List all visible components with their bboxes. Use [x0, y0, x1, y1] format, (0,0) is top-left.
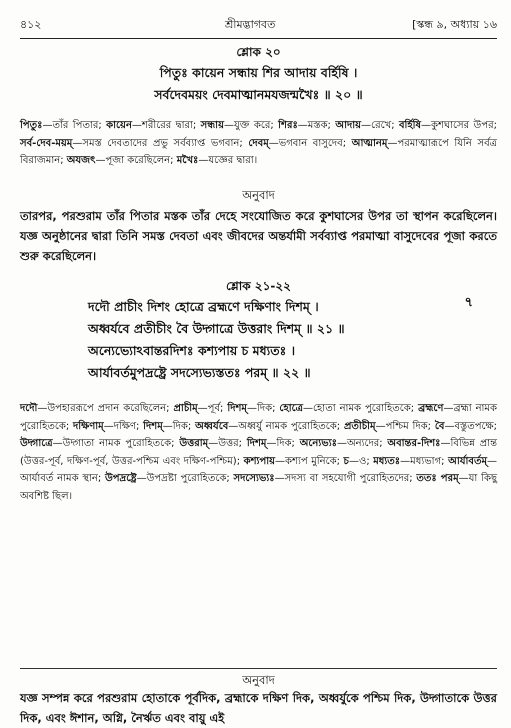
- gloss-word: পিতুঃ: [20, 120, 43, 131]
- gloss-word: উত্তরাম্: [179, 438, 209, 449]
- gloss-word: উদ্গাত্রে: [20, 438, 53, 449]
- gloss-word: অন্যেভ্যঃ: [299, 438, 337, 449]
- gloss-word: দিশম্: [227, 403, 247, 414]
- verse-22-line-2: আর্যাবর্তমুপদ্রষ্ট্রে সদস্যেভ্যস্ততঃ পরম্ ॥ ২২ ॥: [88, 365, 311, 380]
- gloss-meaning: —উপহাররূপে প্রদান করেছিলেন;: [37, 403, 174, 414]
- gloss-meaning: —দিক;: [246, 403, 280, 414]
- gloss-word: অযজৎ: [66, 155, 96, 166]
- gloss-word: চ: [343, 455, 349, 467]
- gloss-word: প্রাচীম্: [173, 403, 198, 414]
- gloss-meaning: —যা কিছু অবশিষ্ট ছিল।: [20, 473, 498, 502]
- gloss-word: ব্রহ্মণে: [418, 403, 444, 414]
- gloss-word: বর্হিষি: [398, 120, 422, 131]
- gloss-meaning: —পূর্ব;: [197, 403, 228, 414]
- gloss-word: হোত্রে: [279, 403, 303, 414]
- gloss-word: দেবম্: [248, 137, 269, 149]
- gloss-meaning: —যজ্ঞের দ্বারা।: [198, 155, 258, 166]
- gloss-meaning: —ব্রহ্মা নামক পুরোহিতকে;: [20, 403, 497, 432]
- verse-20-word-meanings: [20, 117, 497, 170]
- gloss-meaning: —দিক;: [162, 420, 196, 432]
- gloss-meaning: —দিক;: [266, 438, 300, 449]
- gloss-meaning: —ও;: [348, 455, 374, 467]
- gloss-word: আত্মানম্: [351, 137, 388, 149]
- gloss-word: উপদ্রষ্ট্রে: [104, 473, 137, 484]
- gloss-meaning: —উত্তর;: [208, 438, 247, 449]
- gloss-meaning: —শরীরের দ্বারা;: [131, 120, 201, 131]
- verse-21-line-1: দদৌ প্রাচীং দিশং হোত্রে ব্রহ্মণে দক্ষিণাং দিশম্ ।: [88, 299, 319, 314]
- gloss-word: কায়েন: [106, 120, 132, 131]
- book-title: শ্রীমদ্ভাগবত: [225, 18, 276, 31]
- margin-mark: ৭: [464, 295, 473, 310]
- verse-20-line-2: সর্বদেবময়ং দেবমাত্মানমযজন্মখৈঃ ॥ ২০ ॥: [154, 87, 363, 102]
- gloss-word: সদস্যেভ্যঃ: [233, 473, 275, 484]
- verse-21-22-word-meanings: [20, 400, 497, 505]
- gloss-meaning: —উপদ্রষ্টা পুরোহিতকে;: [136, 473, 234, 484]
- gloss-meaning: —কুশঘাসের উপর;: [421, 120, 498, 131]
- verse-21-line-2: অধ্বর্যবে প্রতীচীং বৈ উদ্গাত্রে উত্তরাং দিশম্ ॥ ২১ ॥: [88, 321, 345, 336]
- gloss-word: কশ্যপায়: [243, 455, 276, 467]
- gloss-meaning: —সদস্য বা সহযোগী পুরোহিতদের;: [274, 473, 417, 484]
- gloss-word: দদৌ: [20, 403, 38, 414]
- gloss-word: প্রতীচীম্: [343, 420, 376, 432]
- gloss-meaning: —হোতা নামক পুরোহিতকে;: [302, 403, 419, 414]
- gloss-meaning: —দক্ষিণ;: [103, 420, 144, 432]
- gloss-meaning: —যুক্ত করে;: [223, 120, 279, 131]
- gloss-word: দক্ষিণাম্: [73, 420, 104, 432]
- gloss-word: আর্যাবর্তম্: [448, 455, 488, 467]
- gloss-meaning: —অধ্বর্যু নামক পুরোহিতকে;: [228, 420, 344, 432]
- gloss-meaning: —বিভিন্ন প্রান্ত (উত্তর-পূর্ব, দক্ষিণ-পূর্ব, উত্তর-পশ্চিম এবং দক্ষিণ-পশ্চিম);: [20, 438, 497, 467]
- translation-21-22-text: যজ্ঞ সম্পন্ন করে পরশুরাম হোতাকে পূর্বদিক, ব্রহ্মাকে দক্ষিণ দিক, অধ্বর্যুকে পশ্চিম দিক, উদ্গাতাকে উত্তর দিক, এবং ঈশান, অগ্নি, নৈর্ঋত এবং বায়ু এই: [20, 691, 497, 725]
- gloss-word: ততঃ পরম্: [416, 473, 459, 484]
- gloss-meaning: —বস্তুতপক্ষে;: [444, 420, 497, 432]
- verse-22-line-1: অন্যেভ্যোঽবান্তরদিশঃ কশ্যপায় চ মধ্যতঃ ।: [88, 343, 296, 358]
- gloss-meaning: —পরমাত্মারূপে যিনি সর্বত্র বিরাজমান;: [20, 137, 497, 166]
- gloss-word: দিশম্: [143, 420, 163, 432]
- gloss-meaning: —মস্তক;: [297, 120, 336, 131]
- gloss-word: আদায়: [335, 120, 362, 131]
- gloss-word: মধ্যতঃ: [373, 455, 401, 467]
- chapter-reference: [স্কন্ধ ৯, অধ্যায় ১৬: [412, 18, 497, 31]
- verse-21-22-heading: শ্লোক ২১-২২: [226, 279, 291, 293]
- gloss-word: সর্ব-দেব-ময়ম্: [20, 137, 73, 149]
- verse-20-heading: শ্লোক ২০: [236, 45, 281, 59]
- translation-20-text: তারপর, পরশুরাম তাঁর পিতার মস্তক তাঁর দেহে সংযোজিত করে কুশঘাসের উপর তা স্থাপন করেছিলেন। যজ্ঞ অনুষ্ঠানের দ্বারা তিনি সমস্ত দেবতা এবং জীবদের অন্তর্যামী সর্বব্যাপ্ত পরমাত্মা বাসুদেবের পূজা করতে শুরু করেছিলেন।: [20, 209, 497, 263]
- gloss-word: অধ্বর্যবে: [195, 420, 229, 432]
- gloss-meaning: —পূজা করেছিলেন;: [95, 155, 177, 166]
- page-number: ৪১২: [20, 18, 42, 31]
- gloss-word: মখৈঃ: [176, 155, 199, 166]
- translation-divider: [20, 668, 497, 669]
- gloss-meaning: —রেখে;: [361, 120, 399, 131]
- gloss-meaning: —অন্যদের;: [336, 438, 388, 449]
- page-header: [20, 16, 497, 36]
- verse-20-line-1: পিতুঃ কায়েন সন্ধায় শির আদায় বর্হিষি ।: [159, 65, 358, 80]
- gloss-meaning: —আর্যাবর্ত নামক স্থান;: [20, 455, 498, 484]
- gloss-meaning: —পশ্চিম দিক;: [375, 420, 435, 432]
- gloss-word: অবান্তর-দিশঃ: [387, 438, 441, 449]
- translation-20-heading: অনুবাদ: [242, 188, 275, 202]
- gloss-word: শিরঃ: [278, 120, 298, 131]
- gloss-word: সন্ধায়: [200, 120, 224, 131]
- gloss-word: দিশম্: [246, 438, 267, 449]
- gloss-meaning: —উদ্গাতা নামক পুরোহিতকে;: [52, 438, 180, 449]
- gloss-word: বৈ: [434, 420, 445, 432]
- gloss-meaning: —মধ্যভাগ;: [400, 455, 449, 467]
- translation-21-22-heading: অনুবাদ: [242, 673, 275, 687]
- header-rule: [20, 38, 497, 39]
- gloss-meaning: —ভগবান বাসুদেব;: [268, 137, 352, 149]
- gloss-meaning: —কশ্যপ মুনিকে;: [275, 455, 344, 467]
- gloss-meaning: —সমস্ত দেবতাদের প্রভু সর্বব্যাপ্ত ভগবান;: [72, 137, 249, 149]
- gloss-meaning: —তাঁর পিতার;: [42, 120, 107, 131]
